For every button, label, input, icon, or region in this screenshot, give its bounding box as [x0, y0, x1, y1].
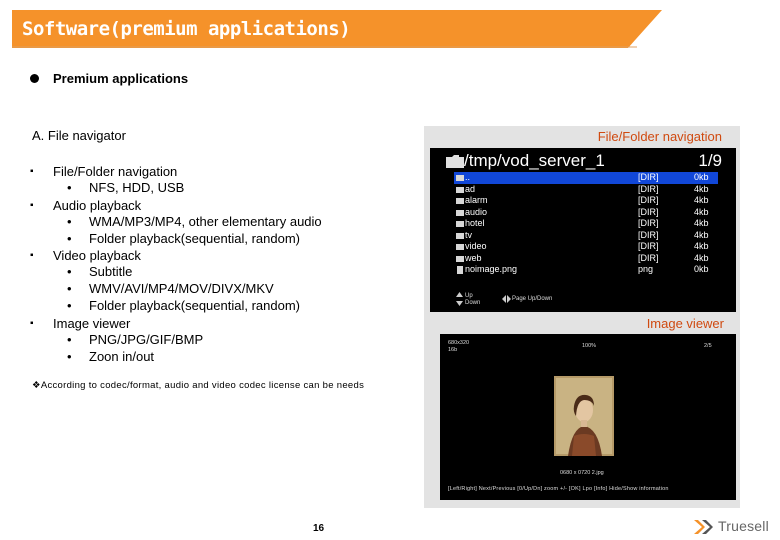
nav-screenshot-label: File/Folder navigation [597, 129, 722, 144]
folder-icon [456, 175, 464, 181]
image-viewer-screenshot [440, 334, 736, 500]
feature-sub-item: • WMV/AVI/MP4/MOV/DIVX/MKV [30, 281, 410, 298]
page-arrow-icon [502, 295, 511, 303]
file-type: [DIR] [638, 195, 659, 205]
file-row[interactable] [454, 241, 718, 253]
file-size: 4kb [694, 229, 709, 240]
zoom-level: 100% [582, 343, 597, 349]
logo-text: Truesell [718, 518, 769, 534]
codec-license-note: ❖According to codec/format, audio and video codec license can be needs [32, 380, 365, 391]
section-title: Premium applications [53, 71, 189, 86]
nav-page-indicator: 1/9 [698, 151, 722, 170]
file-size: 4kb [694, 252, 709, 263]
folder-icon [456, 210, 464, 216]
file-navigator-screenshot [430, 148, 736, 312]
portrait-image [554, 376, 614, 456]
file-name: video [465, 241, 487, 251]
folder-icon [456, 221, 464, 227]
feature-item: ▪ Video playback [30, 247, 410, 264]
file-size: 0kb [694, 264, 709, 274]
file-name: ad [465, 183, 476, 194]
file-size: 0kb [694, 172, 709, 182]
viewer-key-help: [Left/Right] Next/Previous [0/Up/Dn] zoom +/- [OK] Lpo [Info] Hide/Show information [448, 486, 669, 492]
sub-heading: A. File navigator [32, 128, 126, 143]
image-file-info: 0680 x 0720 2.jpg [560, 470, 604, 476]
file-row[interactable] [454, 172, 718, 184]
file-list [454, 172, 718, 276]
file-name: alarm [465, 195, 488, 205]
file-type: [DIR] [638, 183, 659, 194]
file-size: 4kb [694, 183, 709, 194]
file-size: 4kb [694, 195, 709, 205]
up-down-arrow-icon [456, 292, 463, 306]
file-name: web [465, 252, 482, 263]
truesell-logo-mark [692, 518, 716, 536]
file-name: .. [465, 172, 471, 182]
nav-current-path: /tmp/vod_server_1 [464, 151, 605, 170]
file-row[interactable] [454, 207, 718, 219]
folder-icon [456, 256, 464, 262]
file-type: [DIR] [638, 241, 659, 251]
file-type: [DIR] [638, 206, 659, 217]
truesell-logo [690, 516, 780, 538]
image-index: 2/5 [704, 343, 712, 349]
feature-sub-item: • Zoon in/out [30, 349, 410, 366]
folder-icon [456, 233, 464, 239]
file-name: audio [465, 206, 488, 217]
file-size: 4kb [694, 206, 709, 217]
file-type: [DIR] [638, 172, 659, 182]
file-size: 4kb [694, 241, 709, 251]
file-icon [457, 266, 463, 274]
file-row[interactable] [454, 253, 718, 265]
file-name: hotel [465, 218, 485, 228]
file-size: 4kb [694, 218, 709, 228]
page-up-down-hint: Page Up/Down [512, 296, 553, 302]
file-name: tv [465, 229, 473, 240]
feature-sub-item: • NFS, HDD, USB [30, 180, 410, 197]
folder-icon [456, 187, 464, 193]
folder-icon [446, 154, 464, 168]
image-resolution: 680x320 16b [448, 340, 470, 353]
file-row[interactable] [454, 195, 718, 207]
feature-sub-item: • Subtitle [30, 264, 410, 281]
feature-outline [30, 163, 410, 365]
feature-sub-item: • PNG/JPG/GIF/BMP [30, 332, 410, 349]
feature-sub-item: • Folder playback(sequential, random) [30, 231, 410, 248]
file-row[interactable] [454, 184, 718, 196]
title-banner [12, 10, 662, 48]
page-number: 16 [313, 523, 325, 534]
file-type: [DIR] [638, 218, 659, 228]
nav-footer-help [456, 292, 656, 310]
bullet-dot-icon [30, 74, 39, 83]
feature-item: ▪ Audio playback [30, 197, 410, 214]
image-viewer-label: Image viewer [646, 316, 724, 331]
up-down-hint: Up Down [465, 293, 481, 306]
file-name: noimage.png [465, 264, 518, 274]
feature-sub-item: • WMA/MP3/MP4, other elementary audio [30, 214, 410, 231]
feature-item: ▪ Image viewer [30, 315, 410, 332]
feature-sub-item: • Folder playback(sequential, random) [30, 298, 410, 315]
file-row[interactable] [454, 218, 718, 230]
file-row[interactable] [454, 230, 718, 242]
feature-item: ▪ File/Folder navigation [30, 163, 410, 180]
file-row[interactable] [454, 264, 718, 276]
file-type: [DIR] [638, 252, 659, 263]
folder-icon [456, 244, 464, 250]
folder-icon [456, 198, 464, 204]
file-type: png [638, 264, 654, 274]
page-title: Software(premium applications) [22, 18, 351, 40]
file-type: [DIR] [638, 229, 659, 240]
